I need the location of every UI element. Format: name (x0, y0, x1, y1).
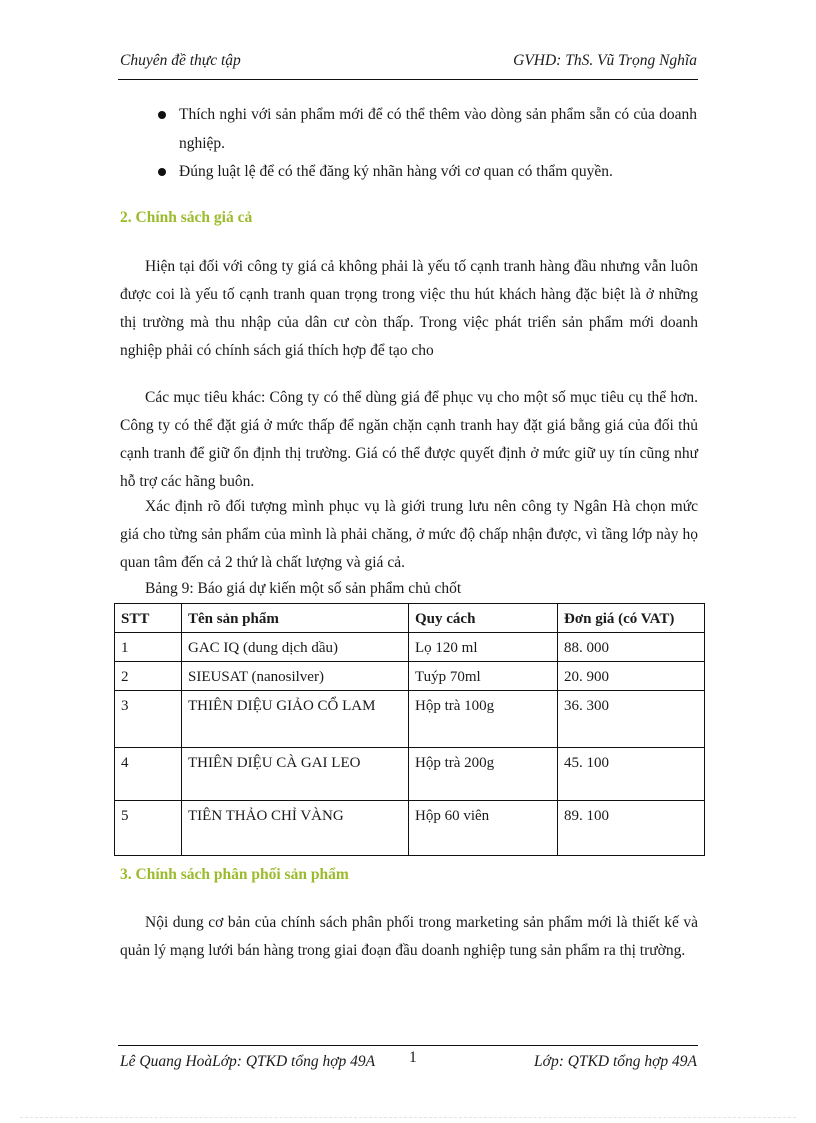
table-header-row (115, 604, 705, 633)
paragraph: Xác định rõ đối tượng mình phục vụ là giới trung lưu nên công ty Ngân Hà chọn mức giá cho từng sản phẩm của mình là phải chăng, ở mức độ chấp nhận được, vì tầng lớp này họ quan tâm đến cả 2 thứ là chất lượng và giá cả. (120, 498, 698, 571)
table-cell: Tuýp 70ml (409, 662, 558, 691)
section-heading: 3. Chính sách phân phối sản phẩm (120, 866, 349, 883)
table-cell: SIEUSAT (nanosilver) (182, 662, 409, 691)
header-right: GVHD: ThS. Vũ Trọng Nghĩa (513, 52, 697, 69)
paragraph: Nội dung cơ bản của chính sách phân phối trong marketing sản phẩm mới là thiết kế và quản lý mạng lưới bán hàng trong giai đoạn đầu doanh nghiệp tung sản phẩm ra thị trường. (120, 914, 698, 959)
table-cell: THIÊN DIỆU GIẢO CỔ LAM (182, 691, 409, 748)
price-table (114, 603, 705, 856)
table-cell: 88. 000 (558, 633, 705, 662)
table-cell: 45. 100 (558, 748, 705, 801)
table-cell: GAC IQ (dung dịch dầu) (182, 633, 409, 662)
table-cell: 1 (115, 633, 182, 662)
paragraph: Hiện tại đối với công ty giá cả không phải là yếu tố cạnh tranh hàng đầu nhưng vẫn luôn được coi là yếu tố cạnh tranh quan trọng trong việc thu hút khách hàng đặc biệt là ở những thị trường mà thu nhập của dân cư còn thấp. Trong việc phát triển sản phẩm mới doanh nghiệp phải có chính sách giá thích hợp để tạo cho (120, 258, 698, 359)
header-rule (118, 79, 698, 80)
table-cell: Hộp trà 100g (409, 691, 558, 748)
table-cell: 20. 900 (558, 662, 705, 691)
footer-right: Lớp: QTKD tổng hợp 49A (534, 1053, 697, 1070)
section-heading: 2. Chính sách giá cả (120, 209, 253, 226)
bullet-text: Đúng luật lệ để có thể đăng ký nhãn hàng với cơ quan có thẩm quyền. (179, 163, 613, 180)
table-row (115, 662, 705, 691)
bullet-icon (158, 168, 166, 176)
column-header: Tên sản phẩm (182, 604, 409, 633)
footer-rule (118, 1045, 698, 1046)
page-edge-divider (20, 1117, 796, 1118)
table-cell: THIÊN DIỆU CÀ GAI LEO (182, 748, 409, 801)
table-cell: Hộp 60 viên (409, 801, 558, 856)
bullet-text: Thích nghi với sản phẩm mới để có thể thêm vào dòng sản phẩm sẵn có của doanh nghiệp. (179, 106, 697, 152)
footer-left: Lê Quang HoàLớp: QTKD tổng hợp 49A (120, 1053, 376, 1070)
table-row (115, 691, 705, 748)
table-row (115, 801, 705, 856)
table-cell: TIÊN THẢO CHỈ VÀNG (182, 801, 409, 856)
table-cell: 36. 300 (558, 691, 705, 748)
paragraph: Các mục tiêu khác: Công ty có thể dùng giá để phục vụ cho một số mục tiêu cụ thể hơn. Công ty có thể đặt giá ở mức thấp để ngăn chặn cạnh tranh hay đặt giá bằng giá của đối thủ cạnh tranh để giữ ổn định thị trường. Giá có thể được quyết định ở mức giữ uy tín cũng như hỗ trợ các hãng buôn. (120, 389, 698, 490)
table-cell: Hộp trà 200g (409, 748, 558, 801)
column-header: STT (115, 604, 182, 633)
table-row (115, 748, 705, 801)
table-cell: 3 (115, 691, 182, 748)
table-cell: 4 (115, 748, 182, 801)
column-header: Quy cách (409, 604, 558, 633)
header-left: Chuyên đề thực tập (120, 52, 241, 69)
page-number: 1 (409, 1049, 417, 1066)
table-caption: Bảng 9: Báo giá dự kiến một số sản phẩm chủ chốt (145, 580, 462, 597)
table-cell: 2 (115, 662, 182, 691)
table-cell: 5 (115, 801, 182, 856)
table-cell: 89. 100 (558, 801, 705, 856)
table-cell: Lọ 120 ml (409, 633, 558, 662)
bullet-icon (158, 111, 166, 119)
table-row (115, 633, 705, 662)
column-header: Đơn giá (có VAT) (558, 604, 705, 633)
